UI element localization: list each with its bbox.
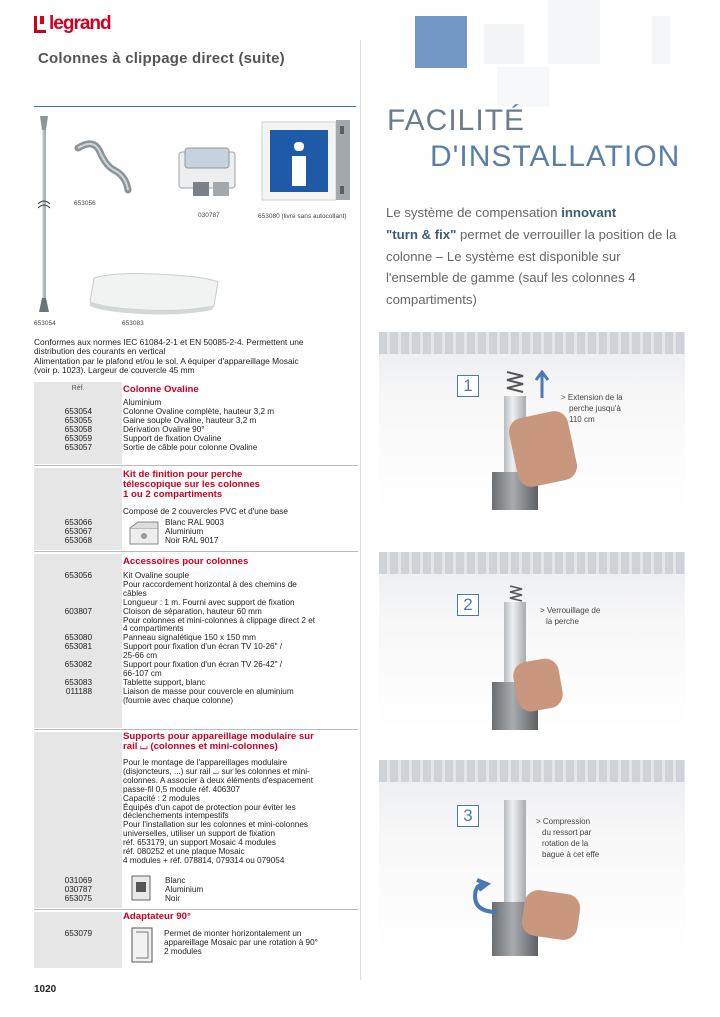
ref-code: 653055 (64, 416, 92, 425)
list-item: câbles (123, 588, 147, 598)
list-item: (disjoncteurs, ...) sur rail ⌴ sur les colonnes et mini- (123, 766, 310, 776)
list-item: Tablette support, blanc (123, 677, 206, 687)
spring-icon (505, 368, 525, 396)
block-title-kit: Kit de finition pour perche télescopique sur les colonnes 1 ou 2 compartiments (123, 469, 261, 500)
list-item: Aluminium (123, 398, 162, 407)
list-item: Blanc (165, 876, 186, 885)
list-item: 25-66 cm (123, 651, 158, 661)
caption: 653083 (122, 320, 144, 327)
list-item: Panneau signalétique 150 x 150 mm (123, 633, 256, 643)
step-number: 1 (457, 375, 479, 397)
step-panel-2 (379, 552, 685, 730)
ref-code: 653054 (64, 407, 92, 416)
section-title: Colonnes à clippage direct (suite) (38, 50, 285, 67)
step-text: > Verrouillage de la perche (540, 606, 601, 626)
step-panel-3 (379, 760, 685, 956)
list-item: réf. 080252 et une plaque Mosaic (123, 847, 245, 856)
pole (504, 800, 526, 906)
page-number: 1020 (34, 984, 57, 995)
list-item: Blanc RAL 9003 (165, 518, 224, 527)
step-panel-1 (379, 332, 685, 510)
ref-code: 653081 (64, 642, 92, 652)
list-item: Pour colonnes et mini-colonnes à clippage direct 2 et (123, 615, 316, 625)
kit-base-image (128, 520, 160, 548)
step-number: 3 (457, 805, 479, 827)
block-title-ovaline: Colonne Ovaline (123, 384, 199, 395)
feature-paragraph: Le système de compensation innovant "turn & fix" permet de verrouiller la position de la colonne – Le système est disponible sur l'ensemble de gamme (sauf les colonnes 4 compartiments) (386, 205, 677, 308)
arrow-up-icon (534, 370, 550, 400)
ref-code: 011188 (65, 686, 92, 696)
deco-square-light (548, 0, 600, 64)
ref-header: Réf. (34, 382, 122, 398)
ref-code: 653059 (64, 434, 92, 443)
ref-code: 653068 (64, 536, 92, 545)
ref-code: 653066 (64, 518, 92, 527)
block-title-accessoires: Accessoires pour colonnes (123, 556, 249, 567)
list-item: Dérivation Ovaline 90° (123, 425, 205, 434)
list-item: Kit Ovaline souple (123, 571, 189, 580)
caption: 653056 (74, 200, 96, 207)
intro-text: Conformes aux normes IEC 61084-2-1 et EN 50085-2-4. Permettent une distribution des courants en vertical Alimentation par le plafond et/ou le sol. A équiper d'appareillage Mosaic (voir p. 1023). Largeur de couvercle 45 mm (34, 337, 304, 376)
block-title-supports: Supports pour appareillage modulaire sur rail ⌴ (colonnes et mini-colonnes) (123, 731, 314, 752)
list-item: Pour le montage de l'appareillages modulaire (123, 758, 288, 767)
product-image-653054 (36, 112, 52, 318)
divider (34, 729, 358, 730)
list-item: Support de fixation Ovaline (123, 434, 222, 443)
column-divider (360, 40, 361, 980)
legrand-logo: legrand (34, 14, 111, 34)
list-item: (fournie avec chaque colonne) (123, 695, 234, 705)
step-text: > Extension de la perche jusqu'à 110 cm (561, 393, 623, 424)
list-item: Sortie de câble pour colonne Ovaline (123, 443, 258, 452)
product-image-653080 (258, 116, 356, 206)
list-item: réf. 653179, un support Mosaic 4 modules (123, 838, 276, 848)
list-item: Liaison de masse pour couvercle en aluminium (123, 686, 294, 696)
list-item: appareillage Mosaic par une rotation à 90° (164, 938, 318, 947)
feature-title-1: FACILITÉ (387, 104, 526, 137)
list-item: Pour raccordement horizontal à des chemins de (123, 579, 297, 589)
support-module-image (130, 874, 152, 902)
ref-code: 653079 (64, 929, 92, 938)
list-item: colonnes. A associer à deux éléments d'espacement (123, 775, 313, 785)
list-item: Capacité : 2 modules (123, 793, 200, 803)
product-image-653056 (74, 138, 134, 196)
ref-code: 031069 (64, 876, 92, 885)
divider (34, 551, 358, 552)
list-item: Cloison de séparation, hauteur 60 mm (123, 606, 262, 616)
list-item: Permet de monter horizontalement un (164, 929, 302, 938)
caption: 030787 (198, 212, 220, 219)
hand (511, 656, 565, 713)
rotate-arrow-icon (469, 878, 503, 918)
list-item: déclenchements intempestifs (123, 811, 229, 821)
list-item: universelles, utiliser un support de fixation (123, 829, 276, 839)
spring-icon (509, 584, 523, 604)
caption: 653054 (34, 320, 56, 327)
list-item: Composé de 2 couvercles PVC et d'une base (123, 507, 288, 516)
ref-code: 653075 (64, 894, 92, 903)
list-item: passe-fil 0,5 module réf. 406307 (123, 784, 240, 794)
divider (34, 465, 358, 466)
list-item: Support pour fixation d'un écran TV 26-42" / (123, 660, 283, 669)
list-item: Aluminium (165, 885, 204, 894)
ref-code: 653082 (64, 660, 92, 669)
caption: 653080 (livré sans autocollant) (258, 213, 347, 220)
list-item: Équipés d'un capot de protection pour éviter les (123, 802, 296, 812)
ref-code: 653058 (64, 425, 92, 434)
list-item: Longueur : 1 m. Fourni avec support de fixation (123, 597, 295, 607)
ref-code: 653080 (64, 633, 92, 643)
hand (520, 888, 582, 941)
list-item: 4 modules + réf. 078814, 079314 ou 079054 (123, 855, 285, 865)
ref-code: 653056 (64, 571, 92, 580)
block-title-adaptateur: Adaptateur 90° (123, 911, 191, 922)
deco-square-light (497, 67, 549, 107)
legrand-mark-icon (34, 16, 46, 33)
list-item: 4 compartiments (123, 624, 184, 634)
step-number: 2 (457, 594, 479, 616)
list-item: Aluminium (165, 527, 204, 536)
product-image-653083 (84, 270, 224, 316)
ref-column-bg (34, 912, 122, 968)
list-item: Noir RAL 9017 (165, 536, 219, 545)
deco-square-light (484, 24, 524, 64)
ceiling-stripe (379, 760, 685, 782)
ref-code: 603807 (64, 606, 92, 616)
ref-code: 653057 (64, 443, 92, 452)
ref-code: 030787 (64, 885, 92, 894)
divider (34, 909, 358, 910)
section-rule (34, 106, 356, 107)
list-item: 2 modules (164, 947, 202, 956)
list-item: Noir (165, 894, 181, 903)
ceiling-stripe (379, 552, 685, 574)
feature-title-2: D'INSTALLATION (430, 140, 681, 173)
list-item: Support pour fixation d'un écran TV 10-26" / (123, 642, 283, 652)
list-item: Colonne Ovaline complète, hauteur 3,2 m (123, 407, 275, 416)
list-item: 66-107 cm (123, 668, 162, 678)
product-image-030787 (175, 142, 243, 200)
ref-code: 653067 (64, 527, 92, 536)
step-text: > Compression du ressort par rotation de la bague à cet effe (536, 817, 600, 859)
adaptateur-image (128, 926, 156, 964)
list-item: Gaine souple Ovaline, hauteur 3,2 m (123, 416, 257, 425)
deco-square-light (652, 16, 670, 64)
ref-code: 653083 (64, 677, 92, 687)
deco-square-blue (415, 16, 467, 68)
ceiling-stripe (379, 332, 685, 354)
list-item: Pour l'installation sur les colonnes et mini-colonnes (123, 820, 308, 830)
